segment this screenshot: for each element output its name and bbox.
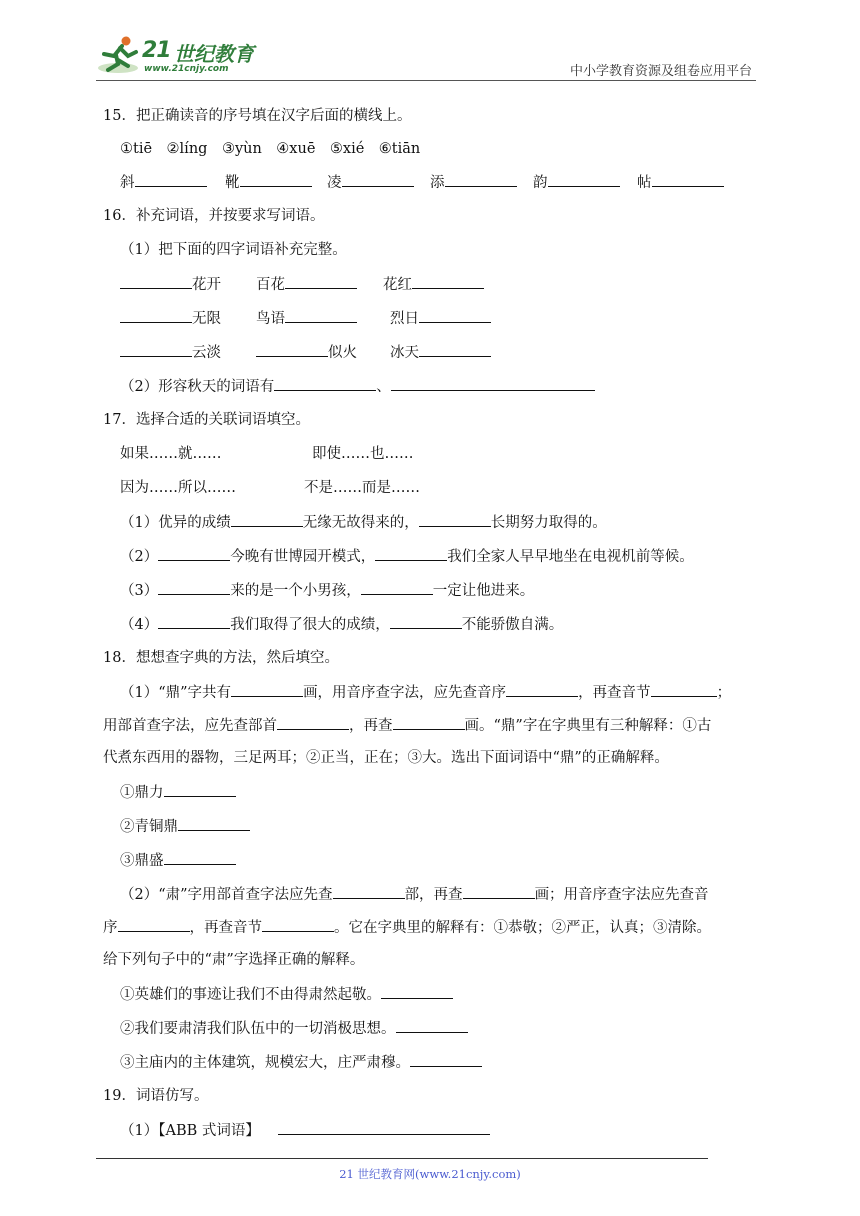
sentence-text: 不能骄傲自满。: [461, 617, 564, 633]
q18-para: [120, 682, 731, 703]
q18-example: [120, 1052, 482, 1073]
idiom-part: 无限: [192, 311, 221, 327]
q18-example: [120, 1018, 468, 1039]
logo-url: www.21cnjy.com: [144, 64, 229, 74]
q17-option: 如果……就……: [120, 446, 222, 462]
answer-blank[interactable]: [396, 1018, 468, 1033]
sub-text: （1）【ABB 式词语】: [120, 1123, 260, 1139]
q18-para: [120, 884, 709, 905]
q17-option: 不是……而是……: [304, 480, 420, 496]
logo-number: 21: [142, 38, 171, 63]
q18-para: 给下列句子中的“肃”字选择正确的解释。: [103, 952, 365, 968]
word-text: ③鼎盛: [120, 853, 164, 869]
q17-sentence: [120, 614, 563, 635]
answer-blank[interactable]: [231, 512, 303, 527]
sentence-text: （2）: [120, 549, 159, 565]
header-tagline: 中小学教育资源及组卷应用平台: [569, 64, 752, 79]
idiom-part: 花红: [383, 277, 412, 293]
para-text: 画。“鼎”字在字典里有三种解释：①古: [464, 718, 712, 734]
answer-blank[interactable]: [419, 308, 491, 323]
logo-title: 世纪教育: [174, 42, 254, 66]
footer-divider: [96, 1158, 708, 1159]
q15-char: 斜: [120, 175, 135, 191]
answer-blank[interactable]: [277, 715, 349, 730]
separator: 、: [376, 379, 391, 395]
q16-sub1: （1）把下面的四字词语补充完整。: [120, 242, 347, 258]
q17-sentence: [120, 580, 534, 601]
answer-blank[interactable]: [419, 512, 491, 527]
q18-word: [120, 850, 236, 871]
q17-option: 因为……所以……: [120, 480, 236, 496]
q18-title: 18．想想查字典的方法，然后填空。: [103, 650, 339, 666]
para-text: ，再查音节: [578, 685, 651, 701]
footer-link[interactable]: 21 世纪教育网(www.21cnjy.com): [339, 1167, 521, 1181]
para-text: 。它在字典里的解释有：①恭敬；②严正，认真；③清除。: [334, 920, 711, 936]
answer-blank[interactable]: [178, 816, 250, 831]
q15-char: 韵: [533, 175, 548, 191]
sentence-text: （4）: [120, 617, 159, 633]
sentence-text: 我们全家人早早地坐在电视机前等候。: [447, 549, 694, 565]
answer-blank[interactable]: [274, 376, 376, 391]
runner-icon: [96, 34, 142, 78]
answer-blank[interactable]: [120, 308, 192, 323]
sentence-text: 长期努力取得的。: [490, 515, 607, 531]
header-divider: [96, 80, 756, 81]
q15-options: ①tiē ②líng ③yùn ④xuē ⑤xié ⑥tiān: [120, 141, 421, 157]
answer-blank[interactable]: [158, 546, 230, 561]
answer-blank[interactable]: [390, 614, 462, 629]
sentence-text: 一定让他进来。: [432, 583, 535, 599]
para-text: 序: [103, 920, 118, 936]
para-text: （1）“鼎”字共有: [120, 685, 232, 701]
answer-blank[interactable]: [164, 782, 236, 797]
q17-sentence: [120, 512, 607, 533]
answer-blank[interactable]: [278, 1120, 490, 1135]
idiom-part: 烈日: [390, 311, 419, 327]
q18-para: [103, 917, 711, 938]
para-text: 画；用音序查字法应先查音: [534, 887, 709, 903]
answer-blank[interactable]: [361, 580, 433, 595]
example-text: ③主庙内的主体建筑，规模宏大，庄严肃穆。: [120, 1055, 410, 1071]
answer-blank[interactable]: [375, 546, 447, 561]
word-text: ①鼎力: [120, 785, 164, 801]
example-text: ②我们要肃清我们队伍中的一切消极思想。: [120, 1021, 396, 1037]
answer-blank[interactable]: [285, 308, 357, 323]
para-text: ，再查音节: [189, 920, 262, 936]
answer-blank[interactable]: [412, 274, 484, 289]
answer-blank[interactable]: [262, 917, 334, 932]
q17-option: 即使……也……: [312, 446, 414, 462]
answer-blank[interactable]: [231, 682, 303, 697]
word-text: ②青铜鼎: [120, 819, 178, 835]
idiom-part: 鸟语: [256, 311, 285, 327]
q18-para: 代煮东西用的器物，三足两耳；②正当，正在；③大。选出下面词语中“鼎”的正确解释。: [103, 750, 669, 766]
para-text: ；: [716, 685, 732, 701]
answer-blank[interactable]: [652, 172, 724, 187]
answer-blank[interactable]: [158, 614, 230, 629]
answer-blank[interactable]: [120, 342, 192, 357]
para-text: （2）“肃”字用部首查字法应先查: [120, 887, 333, 903]
sentence-text: 来的是一个小男孩，: [230, 583, 361, 599]
q18-example: [120, 984, 453, 1005]
answer-blank[interactable]: [381, 984, 453, 999]
q19-title: 19．词语仿写。: [103, 1088, 209, 1104]
idiom-part: 云淡: [192, 345, 221, 361]
q18-para: [103, 715, 711, 736]
q18-word: [120, 782, 236, 803]
answer-blank[interactable]: [256, 342, 328, 357]
answer-blank[interactable]: [240, 172, 312, 187]
answer-blank[interactable]: [463, 884, 535, 899]
para-text: ，再查: [349, 718, 393, 734]
answer-blank[interactable]: [120, 274, 192, 289]
sentence-text: 我们取得了很大的成绩，: [230, 617, 390, 633]
answer-blank[interactable]: [158, 580, 230, 595]
answer-blank[interactable]: [118, 917, 190, 932]
q17-sentence: [120, 546, 694, 567]
para-text: 用部首查字法，应先查部首: [103, 718, 277, 734]
sentence-text: （3）: [120, 583, 159, 599]
answer-blank[interactable]: [410, 1052, 482, 1067]
answer-blank[interactable]: [285, 274, 357, 289]
sentence-text: （1）优异的成绩: [120, 515, 231, 531]
answer-blank[interactable]: [419, 342, 491, 357]
idiom-part: 百花: [256, 277, 285, 293]
idiom-part: 冰天: [390, 345, 419, 361]
q16-title: 16．补充词语，并按要求写词语。: [103, 208, 325, 224]
idiom-part: 花开: [192, 277, 221, 293]
q16-sub2: （2）形容秋天的词语有: [120, 379, 275, 395]
para-text: 画，用音序查字法，应先查音序: [303, 685, 507, 701]
answer-blank[interactable]: [164, 850, 236, 865]
q15-char: 添: [430, 175, 445, 191]
answer-blank[interactable]: [342, 172, 414, 187]
sentence-text: 无缘无故得来的，: [302, 515, 419, 531]
answer-blank[interactable]: [548, 172, 620, 187]
answer-blank[interactable]: [391, 376, 595, 391]
site-logo[interactable]: [96, 32, 266, 78]
sentence-text: 今晚有世博园开模式，: [230, 549, 376, 565]
answer-blank[interactable]: [506, 682, 578, 697]
q15-char: 帖: [637, 175, 652, 191]
example-text: ①英雄们的事迹让我们不由得肃然起敬。: [120, 987, 381, 1003]
answer-blank[interactable]: [135, 172, 207, 187]
answer-blank[interactable]: [651, 682, 717, 697]
answer-blank[interactable]: [333, 884, 405, 899]
idiom-part: 似火: [328, 345, 357, 361]
q15-char: 靴: [225, 175, 240, 191]
q19-sub1: [120, 1120, 490, 1141]
para-text: 部，再查: [404, 887, 463, 903]
q15-char: 凌: [327, 175, 342, 191]
q17-title: 17．选择合适的关联词语填空。: [103, 412, 310, 428]
answer-blank[interactable]: [393, 715, 465, 730]
q18-word: [120, 816, 250, 837]
q15-title: 15．把正确读音的序号填在汉字后面的横线上。: [103, 108, 412, 124]
page-header: [96, 32, 756, 80]
answer-blank[interactable]: [445, 172, 517, 187]
